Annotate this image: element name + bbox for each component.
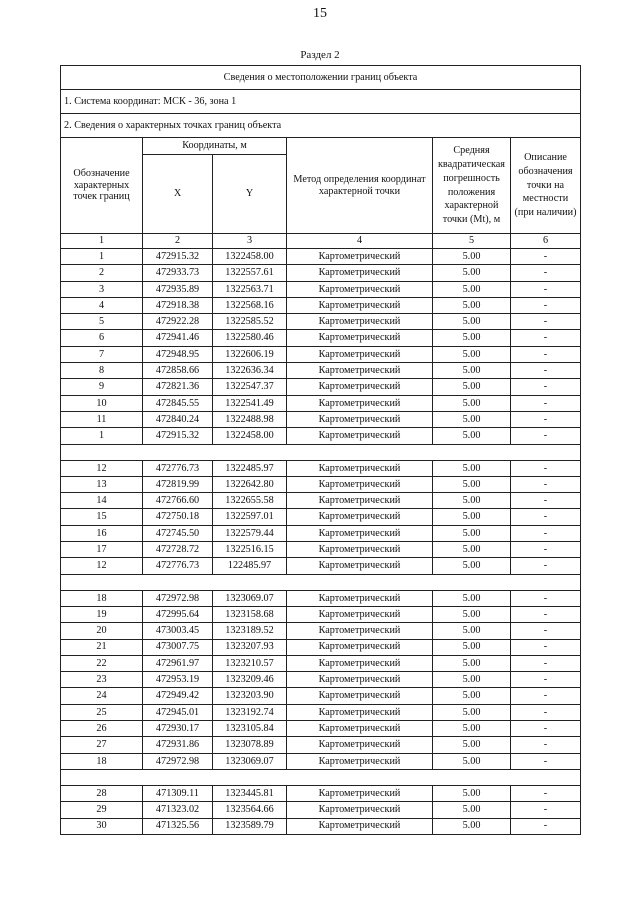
cell-error: 5.00 — [433, 688, 511, 704]
cell-error: 5.00 — [433, 542, 511, 558]
cell-x: 472941.46 — [143, 330, 213, 346]
cell-x: 472858.66 — [143, 363, 213, 379]
cell-method: Картометрический — [287, 606, 433, 622]
cell-description: - — [511, 460, 581, 476]
coordinate-system: 1. Система координат: МСК - 36, зона 1 — [61, 90, 581, 114]
table-row — [61, 411, 581, 427]
cell-description: - — [511, 249, 581, 265]
cell-description: - — [511, 672, 581, 688]
table-title: Сведения о местоположении границ объекта — [61, 66, 581, 90]
cell-y: 1322557.61 — [213, 265, 287, 281]
table-row — [61, 542, 581, 558]
table-row — [61, 818, 581, 834]
header-x: X — [143, 155, 213, 234]
cell-point: 27 — [61, 737, 143, 753]
cell-description: - — [511, 558, 581, 574]
table-row — [61, 509, 581, 525]
cell-x: 472918.38 — [143, 297, 213, 313]
table-row — [61, 314, 581, 330]
cell-y: 1323105.84 — [213, 721, 287, 737]
cell-x: 472948.95 — [143, 346, 213, 362]
cell-point: 28 — [61, 785, 143, 801]
table-subtitle: 2. Сведения о характерных точках границ объекта — [61, 114, 581, 138]
cell-description: - — [511, 542, 581, 558]
cell-x: 472819.99 — [143, 476, 213, 492]
table-row — [61, 525, 581, 541]
cell-description: - — [511, 265, 581, 281]
cell-x: 473003.45 — [143, 623, 213, 639]
cell-error: 5.00 — [433, 411, 511, 427]
cell-point: 29 — [61, 802, 143, 818]
cell-x: 472915.32 — [143, 428, 213, 444]
cell-method: Картометрический — [287, 655, 433, 671]
cell-point: 5 — [61, 314, 143, 330]
cell-description: - — [511, 395, 581, 411]
cell-y: 1322636.34 — [213, 363, 287, 379]
header-description: Описание обозначения точки на местности (при наличии) — [511, 138, 581, 234]
group-separator-row — [61, 769, 581, 785]
cell-error: 5.00 — [433, 509, 511, 525]
table-row — [61, 265, 581, 281]
cell-description: - — [511, 363, 581, 379]
cell-method: Картометрический — [287, 542, 433, 558]
cell-method: Картометрический — [287, 753, 433, 769]
cell-x: 472745.50 — [143, 525, 213, 541]
column-number: 1 — [61, 234, 143, 249]
cell-error: 5.00 — [433, 265, 511, 281]
cell-description: - — [511, 606, 581, 622]
cell-point: 11 — [61, 411, 143, 427]
cell-y: 1323069.07 — [213, 753, 287, 769]
cell-method: Картометрический — [287, 330, 433, 346]
cell-description: - — [511, 737, 581, 753]
table-row — [61, 428, 581, 444]
cell-error: 5.00 — [433, 590, 511, 606]
cell-error: 5.00 — [433, 314, 511, 330]
cell-x: 472949.42 — [143, 688, 213, 704]
cell-point: 25 — [61, 704, 143, 720]
cell-y: 1323445.81 — [213, 785, 287, 801]
column-number: 2 — [143, 234, 213, 249]
cell-y: 122485.97 — [213, 558, 287, 574]
cell-point: 23 — [61, 672, 143, 688]
cell-x: 472995.64 — [143, 606, 213, 622]
cell-error: 5.00 — [433, 476, 511, 492]
table-row — [61, 281, 581, 297]
cell-description: - — [511, 379, 581, 395]
group-separator-row — [61, 574, 581, 590]
cell-y: 1323207.93 — [213, 639, 287, 655]
empty-cell — [61, 444, 581, 460]
page-number: 15 — [313, 6, 327, 21]
cell-point: 30 — [61, 818, 143, 834]
cell-error: 5.00 — [433, 379, 511, 395]
cell-y: 1322563.71 — [213, 281, 287, 297]
cell-method: Картометрический — [287, 428, 433, 444]
cell-method: Картометрический — [287, 297, 433, 313]
cell-error: 5.00 — [433, 428, 511, 444]
cell-method: Картометрический — [287, 411, 433, 427]
cell-method: Картометрический — [287, 281, 433, 297]
cell-x: 472750.18 — [143, 509, 213, 525]
table-row — [61, 737, 581, 753]
cell-y: 1323203.90 — [213, 688, 287, 704]
cell-y: 1322516.15 — [213, 542, 287, 558]
header-method: Метод определения координат характерной точки — [287, 138, 433, 234]
cell-method: Картометрический — [287, 802, 433, 818]
cell-y: 1322597.01 — [213, 509, 287, 525]
cell-y: 1323564.66 — [213, 802, 287, 818]
cell-method: Картометрический — [287, 590, 433, 606]
cell-x: 472915.32 — [143, 249, 213, 265]
cell-description: - — [511, 655, 581, 671]
cell-method: Картометрический — [287, 346, 433, 362]
cell-x: 471325.56 — [143, 818, 213, 834]
cell-description: - — [511, 509, 581, 525]
cell-error: 5.00 — [433, 785, 511, 801]
table-row — [61, 249, 581, 265]
cell-description: - — [511, 476, 581, 492]
cell-y: 1323069.07 — [213, 590, 287, 606]
cell-error: 5.00 — [433, 753, 511, 769]
table-row — [61, 346, 581, 362]
cell-y: 1323209.46 — [213, 672, 287, 688]
table-row — [61, 460, 581, 476]
cell-point: 16 — [61, 525, 143, 541]
column-number: 6 — [511, 234, 581, 249]
empty-cell — [61, 574, 581, 590]
cell-description: - — [511, 753, 581, 769]
table-row — [61, 558, 581, 574]
cell-y: 1322547.37 — [213, 379, 287, 395]
cell-point: 3 — [61, 281, 143, 297]
cell-y: 1323158.68 — [213, 606, 287, 622]
cell-point: 18 — [61, 590, 143, 606]
cell-point: 12 — [61, 460, 143, 476]
cell-method: Картометрический — [287, 249, 433, 265]
cell-error: 5.00 — [433, 672, 511, 688]
group-separator-row — [61, 444, 581, 460]
cell-x: 472840.24 — [143, 411, 213, 427]
section-label: Раздел 2 — [300, 49, 340, 61]
cell-y: 1322541.49 — [213, 395, 287, 411]
table-row — [61, 623, 581, 639]
cell-method: Картометрический — [287, 509, 433, 525]
cell-error: 5.00 — [433, 655, 511, 671]
header-designation: Обозначение характерных точек границ — [61, 138, 143, 234]
table-row — [61, 704, 581, 720]
cell-error: 5.00 — [433, 721, 511, 737]
cell-error: 5.00 — [433, 330, 511, 346]
cell-point: 1 — [61, 249, 143, 265]
cell-method: Картометрический — [287, 379, 433, 395]
cell-description: - — [511, 785, 581, 801]
cell-description: - — [511, 639, 581, 655]
cell-y: 1322580.46 — [213, 330, 287, 346]
cell-point: 9 — [61, 379, 143, 395]
cell-point: 12 — [61, 558, 143, 574]
cell-description: - — [511, 297, 581, 313]
cell-y: 1322458.00 — [213, 428, 287, 444]
cell-point: 20 — [61, 623, 143, 639]
cell-description: - — [511, 802, 581, 818]
cell-point: 10 — [61, 395, 143, 411]
cell-method: Картометрический — [287, 525, 433, 541]
cell-error: 5.00 — [433, 493, 511, 509]
cell-description: - — [511, 411, 581, 427]
table-row — [61, 379, 581, 395]
cell-point: 13 — [61, 476, 143, 492]
table-row — [61, 785, 581, 801]
cell-description: - — [511, 330, 581, 346]
cell-error: 5.00 — [433, 346, 511, 362]
cell-error: 5.00 — [433, 249, 511, 265]
cell-point: 4 — [61, 297, 143, 313]
cell-error: 5.00 — [433, 818, 511, 834]
cell-description: - — [511, 721, 581, 737]
table-row — [61, 590, 581, 606]
table-row — [61, 493, 581, 509]
cell-method: Картометрический — [287, 818, 433, 834]
cell-x: 472845.55 — [143, 395, 213, 411]
header-coordinates: Координаты, м — [143, 138, 287, 155]
cell-x: 472930.17 — [143, 721, 213, 737]
cell-y: 1322585.52 — [213, 314, 287, 330]
cell-y: 1323210.57 — [213, 655, 287, 671]
column-number: 3 — [213, 234, 287, 249]
table-row — [61, 330, 581, 346]
cell-error: 5.00 — [433, 606, 511, 622]
cell-description: - — [511, 623, 581, 639]
cell-point: 21 — [61, 639, 143, 655]
cell-y: 1322568.16 — [213, 297, 287, 313]
cell-error: 5.00 — [433, 623, 511, 639]
table-row — [61, 297, 581, 313]
cell-description: - — [511, 525, 581, 541]
cell-method: Картометрический — [287, 395, 433, 411]
cell-method: Картометрический — [287, 623, 433, 639]
cell-x: 472972.98 — [143, 753, 213, 769]
cell-description: - — [511, 688, 581, 704]
cell-description: - — [511, 590, 581, 606]
cell-x: 473007.75 — [143, 639, 213, 655]
cell-error: 5.00 — [433, 639, 511, 655]
column-number: 5 — [433, 234, 511, 249]
cell-x: 471323.02 — [143, 802, 213, 818]
cell-method: Картометрический — [287, 672, 433, 688]
cell-point: 24 — [61, 688, 143, 704]
cell-method: Картометрический — [287, 493, 433, 509]
cell-y: 1322606.19 — [213, 346, 287, 362]
table-row — [61, 606, 581, 622]
cell-point: 2 — [61, 265, 143, 281]
cell-method: Картометрический — [287, 704, 433, 720]
cell-point: 19 — [61, 606, 143, 622]
cell-method: Картометрический — [287, 721, 433, 737]
cell-error: 5.00 — [433, 363, 511, 379]
cell-y: 1323589.79 — [213, 818, 287, 834]
cell-point: 15 — [61, 509, 143, 525]
cell-description: - — [511, 428, 581, 444]
table-row — [61, 639, 581, 655]
table-row — [61, 802, 581, 818]
cell-x: 472821.36 — [143, 379, 213, 395]
cell-description: - — [511, 493, 581, 509]
cell-error: 5.00 — [433, 704, 511, 720]
table-row — [61, 395, 581, 411]
cell-y: 1323192.74 — [213, 704, 287, 720]
cell-y: 1323078.89 — [213, 737, 287, 753]
cell-y: 1322579.44 — [213, 525, 287, 541]
table-row — [61, 476, 581, 492]
column-number: 4 — [287, 234, 433, 249]
cell-x: 472776.73 — [143, 558, 213, 574]
cell-point: 26 — [61, 721, 143, 737]
cell-x: 472961.97 — [143, 655, 213, 671]
cell-point: 7 — [61, 346, 143, 362]
cell-y: 1322642.80 — [213, 476, 287, 492]
cell-error: 5.00 — [433, 558, 511, 574]
cell-error: 5.00 — [433, 737, 511, 753]
cell-x: 472776.73 — [143, 460, 213, 476]
cell-point: 22 — [61, 655, 143, 671]
header-y: Y — [213, 155, 287, 234]
cell-x: 472972.98 — [143, 590, 213, 606]
cell-error: 5.00 — [433, 281, 511, 297]
cell-point: 1 — [61, 428, 143, 444]
cell-description: - — [511, 281, 581, 297]
table-row — [61, 753, 581, 769]
cell-method: Картометрический — [287, 558, 433, 574]
coordinates-table — [60, 65, 581, 835]
cell-point: 17 — [61, 542, 143, 558]
cell-error: 5.00 — [433, 525, 511, 541]
cell-x: 472933.73 — [143, 265, 213, 281]
cell-point: 14 — [61, 493, 143, 509]
cell-method: Картометрический — [287, 639, 433, 655]
cell-x: 472945.01 — [143, 704, 213, 720]
cell-y: 1323189.52 — [213, 623, 287, 639]
cell-x: 472953.19 — [143, 672, 213, 688]
cell-point: 18 — [61, 753, 143, 769]
cell-method: Картометрический — [287, 265, 433, 281]
table-row — [61, 363, 581, 379]
cell-x: 472935.89 — [143, 281, 213, 297]
table-row — [61, 672, 581, 688]
cell-description: - — [511, 818, 581, 834]
cell-y: 1322655.58 — [213, 493, 287, 509]
cell-error: 5.00 — [433, 460, 511, 476]
cell-point: 6 — [61, 330, 143, 346]
cell-description: - — [511, 704, 581, 720]
cell-x: 472922.28 — [143, 314, 213, 330]
cell-x: 472766.60 — [143, 493, 213, 509]
empty-cell — [61, 769, 581, 785]
cell-y: 1322458.00 — [213, 249, 287, 265]
cell-error: 5.00 — [433, 802, 511, 818]
table-row — [61, 655, 581, 671]
cell-method: Картометрический — [287, 363, 433, 379]
cell-description: - — [511, 346, 581, 362]
cell-y: 1322488.98 — [213, 411, 287, 427]
cell-error: 5.00 — [433, 395, 511, 411]
cell-method: Картометрический — [287, 314, 433, 330]
table-row — [61, 721, 581, 737]
header-error: Средняя квадратическая погрешность положения характерной точки (Mt), м — [433, 138, 511, 234]
cell-method: Картометрический — [287, 476, 433, 492]
cell-method: Картометрический — [287, 785, 433, 801]
cell-point: 8 — [61, 363, 143, 379]
cell-method: Картометрический — [287, 737, 433, 753]
cell-method: Картометрический — [287, 688, 433, 704]
cell-x: 472931.86 — [143, 737, 213, 753]
cell-method: Картометрический — [287, 460, 433, 476]
cell-x: 472728.72 — [143, 542, 213, 558]
table-row — [61, 688, 581, 704]
cell-y: 1322485.97 — [213, 460, 287, 476]
cell-x: 471309.11 — [143, 785, 213, 801]
cell-description: - — [511, 314, 581, 330]
cell-error: 5.00 — [433, 297, 511, 313]
